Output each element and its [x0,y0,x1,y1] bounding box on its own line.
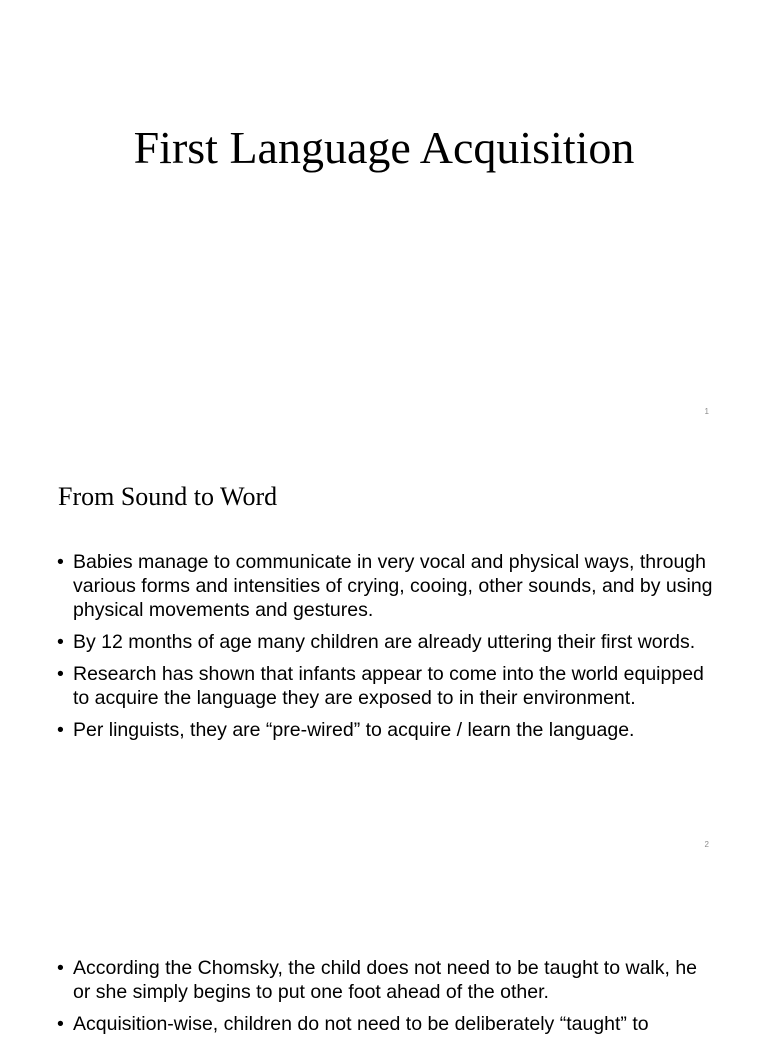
slide-number: 2 [704,840,709,849]
bullet-item [57,630,717,654]
slide-3 [0,866,768,1035]
bullet-dot-icon: • [57,719,64,741]
slide-2 [0,433,768,866]
bullet-dot-icon: • [57,1013,64,1035]
bullet-text: Per linguists, they are “pre-wired” to acquire / learn the language. [73,719,635,741]
bullet-text: Research has shown that infants appear to come into the world equipped to acquire the language they are exposed to in their environment. [73,663,704,709]
slide-number: 1 [704,407,709,416]
slide-title: First Language Acquisition [133,122,635,173]
bullet-item [57,662,717,710]
bullet-list [57,550,717,750]
bullet-item [57,550,717,622]
slide-heading: From Sound to Word [58,482,278,511]
bullet-dot-icon: • [57,631,64,653]
bullet-dot-icon: • [57,957,64,979]
bullet-item [57,1012,717,1036]
bullet-dot-icon: • [57,663,64,685]
bullet-list [57,956,717,1044]
bullet-text: According the Chomsky, the child does not need to be taught to walk, he or she simply begins to put one foot ahead of the other. [73,957,698,1003]
bullet-text: By 12 months of age many children are already uttering their first words. [73,631,696,653]
bullet-item [57,718,717,742]
bullet-item [57,956,717,1004]
bullet-text: Babies manage to communicate in very vocal and physical ways, through various forms and intensities of crying, cooing, other sounds, and by using physical movements and gestures. [73,551,713,621]
bullet-text: Acquisition-wise, children do not need to be deliberately “taught” to [73,1013,649,1035]
bullet-dot-icon: • [57,551,64,573]
slide-1 [0,0,768,433]
